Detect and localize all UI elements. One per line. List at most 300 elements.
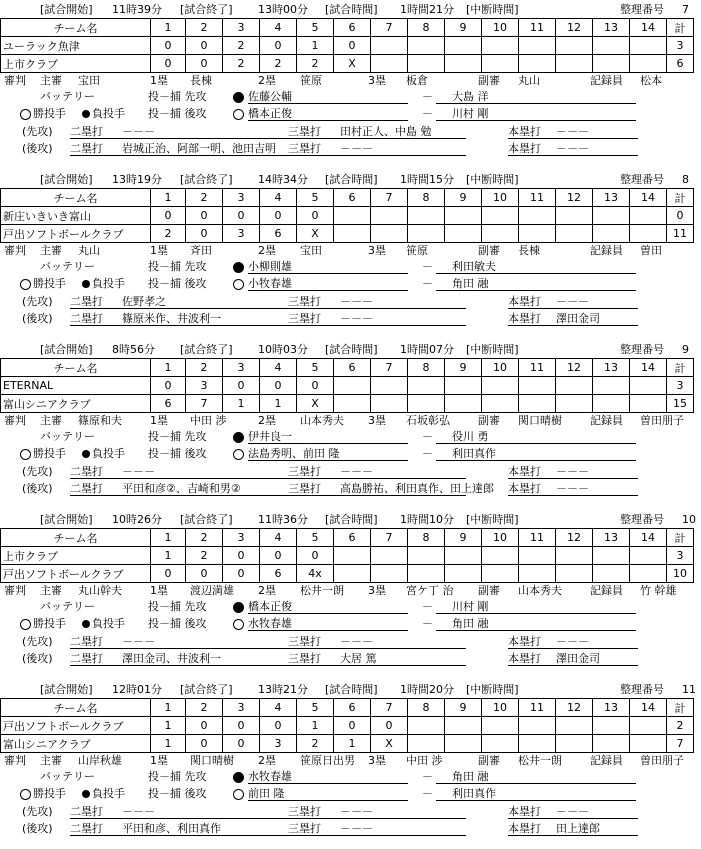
inning-score: 0 <box>260 377 297 395</box>
game-header <box>0 680 701 698</box>
sub-umpire: 松井一朗 <box>518 754 562 767</box>
bottom-hr-players: －－－ <box>556 482 589 495</box>
inning-header: 3 <box>223 189 260 207</box>
duration-value: 1時間20分 <box>400 683 454 696</box>
third-base-umpire: 板倉 <box>406 74 428 87</box>
bottom-triple-label: 三塁打 <box>288 652 321 665</box>
team-name: 富山シニアクラブ <box>1 395 151 413</box>
underline <box>436 783 636 784</box>
bottom-double-label: 二塁打 <box>70 142 103 155</box>
chief-umpire-label: 主審 <box>40 584 62 597</box>
bottom-team-label: (後攻) <box>22 482 53 495</box>
total-score: 6 <box>667 55 694 73</box>
inning-score <box>593 547 630 565</box>
inning-header: 2 <box>186 699 223 717</box>
scoreboard-header-row <box>1 19 694 37</box>
inning-header: 10 <box>482 19 519 37</box>
inning-score <box>482 37 519 55</box>
battery-dash-2: － <box>422 787 433 800</box>
sub-umpire-label: 副審 <box>478 754 500 767</box>
inning-score <box>482 225 519 243</box>
end-time: 14時34分 <box>258 173 308 186</box>
umpire-label: 審判 <box>4 754 26 767</box>
chief-umpire: 宝田 <box>78 74 100 87</box>
top-double-players: －－－ <box>122 465 155 478</box>
umpire-label: 審判 <box>4 244 26 257</box>
second-base-label: 2塁 <box>258 244 276 257</box>
lose-marker-icon <box>233 789 244 800</box>
top-team-label: (先攻) <box>22 465 53 478</box>
lose-pitcher-icon <box>82 620 90 628</box>
inning-score: 0 <box>260 37 297 55</box>
battery-first-pitcher: 橋本正俊 <box>248 600 292 613</box>
battery-second-pitcher: 橋本正俊 <box>248 107 292 120</box>
battery-first-pitcher: 佐藤公輔 <box>248 90 292 103</box>
sub-umpire: 山本秀夫 <box>518 584 562 597</box>
first-base-label: 1塁 <box>150 754 168 767</box>
underline <box>508 665 638 666</box>
underline <box>288 155 466 156</box>
total-score: 0 <box>667 207 694 225</box>
win-pitcher-icon <box>20 789 31 800</box>
inning-score <box>408 717 445 735</box>
game-header <box>0 170 701 188</box>
seq-number: 9 <box>682 343 689 356</box>
bottom-double-players: 澤田金司、井波利一 <box>122 652 221 665</box>
inning-header: 2 <box>186 359 223 377</box>
team-name: 上市クラブ <box>1 547 151 565</box>
underline <box>288 665 466 666</box>
inning-score: 2 <box>297 735 334 753</box>
underline <box>288 648 466 649</box>
battery-second-label: 投－捕 後攻 <box>148 617 207 630</box>
bottom-triple-label: 三塁打 <box>288 482 321 495</box>
bottom-triple-players: －－－ <box>340 142 373 155</box>
top-team-label: (先攻) <box>22 295 53 308</box>
battery-first-label: 投－捕 先攻 <box>148 430 207 443</box>
bottom-hr-players: －－－ <box>556 142 589 155</box>
team-name: 戸出ソフトボールクラブ <box>1 717 151 735</box>
inning-score <box>556 717 593 735</box>
bottom-triple-players: 高島勝祐、利田真作、田上達郎 <box>340 482 494 495</box>
inning-score <box>445 717 482 735</box>
duration-value: 1時間15分 <box>400 173 454 186</box>
inning-score <box>482 717 519 735</box>
end-time: 13時21分 <box>258 683 308 696</box>
top-hr-label: 本塁打 <box>508 465 541 478</box>
battery-second-catcher: 利田真作 <box>452 787 496 800</box>
team-row <box>1 735 694 753</box>
second-base-label: 2塁 <box>258 74 276 87</box>
inning-header: 2 <box>186 19 223 37</box>
bottom-double-players: 平田和彦、利田真作 <box>122 822 221 835</box>
inning-score: 0 <box>186 207 223 225</box>
underline <box>436 103 636 104</box>
inning-header: 4 <box>260 19 297 37</box>
duration-label: [試合時間] <box>325 683 378 696</box>
underline <box>288 308 466 309</box>
top-triple-players: －－－ <box>340 805 373 818</box>
start-label: [試合開始] <box>40 343 93 356</box>
team-row <box>1 547 694 565</box>
inning-score <box>593 55 630 73</box>
inning-score <box>519 565 556 583</box>
inning-score <box>445 547 482 565</box>
inning-score: 2 <box>297 55 334 73</box>
sub-umpire-label: 副審 <box>478 244 500 257</box>
inning-score: 0 <box>223 735 260 753</box>
top-double-label: 二塁打 <box>70 635 103 648</box>
underline <box>508 818 638 819</box>
inning-score <box>371 37 408 55</box>
inning-score <box>482 547 519 565</box>
inning-score <box>593 565 630 583</box>
battery-second-catcher: 角田 融 <box>452 617 489 630</box>
underline <box>248 460 408 461</box>
inning-score: 0 <box>223 377 260 395</box>
inning-header: 3 <box>223 529 260 547</box>
top-triple-label: 三塁打 <box>288 805 321 818</box>
inning-score <box>630 735 667 753</box>
end-label: [試合終了] <box>180 343 233 356</box>
inning-score: 1 <box>151 547 186 565</box>
seq-label: 整理番号 <box>620 343 664 356</box>
bottom-team-label: (後攻) <box>22 142 53 155</box>
seq-label: 整理番号 <box>620 513 664 526</box>
third-base-label: 3塁 <box>368 244 386 257</box>
third-base-label: 3塁 <box>368 754 386 767</box>
inning-header: 5 <box>297 189 334 207</box>
battery-first-label: 投－捕 先攻 <box>148 770 207 783</box>
battery-first-label: 投－捕 先攻 <box>148 600 207 613</box>
bottom-hr-players: 澤田金司 <box>556 652 600 665</box>
lose-marker-icon <box>233 619 244 630</box>
second-base-label: 2塁 <box>258 754 276 767</box>
inning-score: 0 <box>297 207 334 225</box>
inning-score <box>482 395 519 413</box>
battery-dash-1: － <box>422 770 433 783</box>
underline <box>436 273 636 274</box>
inning-header: 5 <box>297 529 334 547</box>
battery-first-catcher: 大島 洋 <box>452 90 489 103</box>
total-score: 7 <box>667 735 694 753</box>
lose-marker-icon <box>233 279 244 290</box>
inning-score <box>556 207 593 225</box>
game-header <box>0 340 701 358</box>
chief-umpire: 篠原和夫 <box>78 414 122 427</box>
inning-score <box>334 225 371 243</box>
battery-second-pitcher: 水牧春雄 <box>248 617 292 630</box>
inning-score: 2 <box>151 225 186 243</box>
team-row <box>1 225 694 243</box>
underline <box>248 800 408 801</box>
end-label: [試合終了] <box>180 173 233 186</box>
top-hr-label: 本塁打 <box>508 125 541 138</box>
underline <box>288 835 466 836</box>
bottom-hr-label: 本塁打 <box>508 142 541 155</box>
umpire-label: 審判 <box>4 414 26 427</box>
inning-score: 1 <box>151 717 186 735</box>
sub-umpire-label: 副審 <box>478 414 500 427</box>
bottom-hr-players: 田上達郎 <box>556 822 600 835</box>
top-double-label: 二塁打 <box>70 295 103 308</box>
lose-pitcher-label: 負投手 <box>92 107 125 120</box>
inning-score: 1 <box>334 735 371 753</box>
top-triple-label: 三塁打 <box>288 465 321 478</box>
inning-score <box>519 717 556 735</box>
game-block <box>0 510 701 678</box>
inning-score: 0 <box>151 207 186 225</box>
lose-pitcher-label: 負投手 <box>92 787 125 800</box>
end-time: 11時36分 <box>258 513 308 526</box>
win-pitcher-icon <box>20 619 31 630</box>
start-time: 12時01分 <box>112 683 162 696</box>
inning-score <box>630 717 667 735</box>
second-base-umpire: 笹原日出男 <box>300 754 355 767</box>
battery-dash-2: － <box>422 447 433 460</box>
inning-score <box>593 735 630 753</box>
lose-marker-icon <box>233 449 244 460</box>
seq-label: 整理番号 <box>620 173 664 186</box>
bottom-double-players: 篠原米作、井波利一 <box>122 312 221 325</box>
battery-first-catcher: 角田 融 <box>452 770 489 783</box>
battery-label: バッテリー <box>40 770 95 783</box>
first-base-umpire: 斉田 <box>190 244 212 257</box>
inning-score: X <box>297 395 334 413</box>
bottom-triple-players: －－－ <box>340 822 373 835</box>
inning-header: 3 <box>223 699 260 717</box>
inning-header: 4 <box>260 189 297 207</box>
underline <box>508 835 638 836</box>
inning-header: 7 <box>371 359 408 377</box>
inning-header: 13 <box>593 359 630 377</box>
duration-label: [試合時間] <box>325 343 378 356</box>
interruption-label: [中断時間] <box>466 683 519 696</box>
interruption-label: [中断時間] <box>466 513 519 526</box>
recorder-label: 記録員 <box>590 414 623 427</box>
inning-header: 9 <box>445 699 482 717</box>
bottom-triple-label: 三塁打 <box>288 822 321 835</box>
inning-score: 1 <box>151 735 186 753</box>
duration-value: 1時間21分 <box>400 3 454 16</box>
inning-header: 9 <box>445 189 482 207</box>
inning-score: 0 <box>297 377 334 395</box>
battery-second-pitcher: 小牧春雄 <box>248 277 292 290</box>
inning-score: X <box>297 225 334 243</box>
end-label: [試合終了] <box>180 3 233 16</box>
inning-header: 6 <box>334 19 371 37</box>
duration-value: 1時間07分 <box>400 343 454 356</box>
second-base-label: 2塁 <box>258 414 276 427</box>
battery-second-label: 投－捕 後攻 <box>148 107 207 120</box>
chief-umpire-label: 主審 <box>40 754 62 767</box>
chief-umpire-label: 主審 <box>40 74 62 87</box>
top-double-players: －－－ <box>122 635 155 648</box>
start-label: [試合開始] <box>40 173 93 186</box>
inning-score <box>593 225 630 243</box>
interruption-label: [中断時間] <box>466 3 519 16</box>
bottom-triple-players: 大居 篤 <box>340 652 377 665</box>
lose-pitcher-icon <box>82 280 90 288</box>
top-hr-players: －－－ <box>556 295 589 308</box>
duration-label: [試合時間] <box>325 513 378 526</box>
inning-header: 13 <box>593 699 630 717</box>
inning-score <box>408 55 445 73</box>
battery-dash-1: － <box>422 260 433 273</box>
total-score: 3 <box>667 547 694 565</box>
battery-dash-2: － <box>422 277 433 290</box>
lose-pitcher-icon <box>82 110 90 118</box>
chief-umpire-label: 主審 <box>40 244 62 257</box>
inning-header: 13 <box>593 189 630 207</box>
second-base-umpire: 笹原 <box>300 74 322 87</box>
underline <box>508 325 638 326</box>
inning-score <box>334 547 371 565</box>
inning-header: 2 <box>186 529 223 547</box>
top-double-players: －－－ <box>122 125 155 138</box>
top-team-label: (先攻) <box>22 635 53 648</box>
inning-score: 0 <box>334 717 371 735</box>
inning-score <box>334 377 371 395</box>
lose-marker-icon <box>233 109 244 120</box>
inning-score: 0 <box>151 565 186 583</box>
inning-header: 5 <box>297 699 334 717</box>
inning-score: X <box>371 735 408 753</box>
underline <box>248 273 408 274</box>
inning-score <box>519 395 556 413</box>
bottom-triple-players: －－－ <box>340 312 373 325</box>
inning-header: 9 <box>445 359 482 377</box>
umpire-label: 審判 <box>4 74 26 87</box>
battery-dash-1: － <box>422 430 433 443</box>
top-double-players: －－－ <box>122 805 155 818</box>
seq-number: 10 <box>682 513 696 526</box>
inning-score <box>482 735 519 753</box>
inning-score <box>371 547 408 565</box>
inning-header: 12 <box>556 19 593 37</box>
interruption-label: [中断時間] <box>466 173 519 186</box>
underline <box>288 138 466 139</box>
inning-score <box>445 565 482 583</box>
inning-header: 10 <box>482 189 519 207</box>
team-name: ETERNAL <box>1 377 151 395</box>
total-score: 10 <box>667 565 694 583</box>
inning-header: 3 <box>223 19 260 37</box>
scoreboard <box>0 358 694 413</box>
underline <box>508 495 638 496</box>
second-base-umpire: 山本秀夫 <box>300 414 344 427</box>
win-marker-icon <box>233 432 244 443</box>
recorder-label: 記録員 <box>590 244 623 257</box>
recorder-label: 記録員 <box>590 754 623 767</box>
inning-score: 2 <box>223 37 260 55</box>
third-base-umpire: 石坂彰弘 <box>406 414 450 427</box>
inning-header: 10 <box>482 359 519 377</box>
recorder: 曽田 <box>640 244 662 257</box>
inning-header: 4 <box>260 529 297 547</box>
inning-header: 2 <box>186 189 223 207</box>
recorder: 曽田朋子 <box>640 754 684 767</box>
team-row <box>1 565 694 583</box>
third-base-umpire: 宮ケ丁 治 <box>406 584 454 597</box>
inning-header: 1 <box>151 359 186 377</box>
inning-score: 1 <box>297 717 334 735</box>
inning-score: 0 <box>371 717 408 735</box>
recorder-label: 記録員 <box>590 584 623 597</box>
bottom-hr-label: 本塁打 <box>508 652 541 665</box>
inning-score: 1 <box>297 37 334 55</box>
inning-score <box>408 37 445 55</box>
inning-header: 7 <box>371 19 408 37</box>
inning-header: 9 <box>445 19 482 37</box>
bottom-double-label: 二塁打 <box>70 652 103 665</box>
duration-label: [試合時間] <box>325 3 378 16</box>
inning-header: 12 <box>556 189 593 207</box>
team-row <box>1 377 694 395</box>
third-base-umpire: 中田 渉 <box>406 754 443 767</box>
scoreboard-header-row <box>1 699 694 717</box>
inning-score: 0 <box>260 717 297 735</box>
inning-header: 11 <box>519 529 556 547</box>
inning-header: 8 <box>408 189 445 207</box>
inning-score <box>371 225 408 243</box>
chief-umpire: 山岸秋雄 <box>78 754 122 767</box>
inning-header: 14 <box>630 359 667 377</box>
inning-header: 14 <box>630 699 667 717</box>
inning-header: 10 <box>482 699 519 717</box>
underline <box>248 630 408 631</box>
battery-label: バッテリー <box>40 600 95 613</box>
team-row <box>1 717 694 735</box>
inning-score <box>482 377 519 395</box>
win-marker-icon <box>233 92 244 103</box>
bottom-double-players: 平田和彦②、吉崎和男② <box>122 482 241 495</box>
top-hr-label: 本塁打 <box>508 805 541 818</box>
inning-score: 0 <box>151 377 186 395</box>
top-triple-label: 三塁打 <box>288 125 321 138</box>
scoreboard-header-row <box>1 189 694 207</box>
top-team-label: (先攻) <box>22 805 53 818</box>
inning-score: 1 <box>260 395 297 413</box>
end-label: [試合終了] <box>180 683 233 696</box>
chief-umpire-label: 主審 <box>40 414 62 427</box>
total-score: 3 <box>667 37 694 55</box>
inning-score <box>519 547 556 565</box>
inning-score <box>519 377 556 395</box>
recorder-label: 記録員 <box>590 74 623 87</box>
second-base-umpire: 松井一朗 <box>300 584 344 597</box>
first-base-umpire: 長棟 <box>190 74 212 87</box>
inning-header: 14 <box>630 19 667 37</box>
start-time: 13時19分 <box>112 173 162 186</box>
inning-score: 2 <box>186 547 223 565</box>
inning-header: 5 <box>297 359 334 377</box>
inning-score: 0 <box>223 547 260 565</box>
underline <box>436 613 636 614</box>
inning-score <box>556 735 593 753</box>
top-double-players: 佐野孝之 <box>122 295 166 308</box>
inning-score: 0 <box>186 225 223 243</box>
inning-score <box>556 377 593 395</box>
top-hr-players: －－－ <box>556 805 589 818</box>
inning-header: 7 <box>371 699 408 717</box>
end-time: 13時00分 <box>258 3 308 16</box>
team-row <box>1 395 694 413</box>
scoreboard <box>0 528 694 583</box>
inning-header: 計 <box>667 19 694 37</box>
inning-score: X <box>334 55 371 73</box>
scoreboard <box>0 18 694 73</box>
